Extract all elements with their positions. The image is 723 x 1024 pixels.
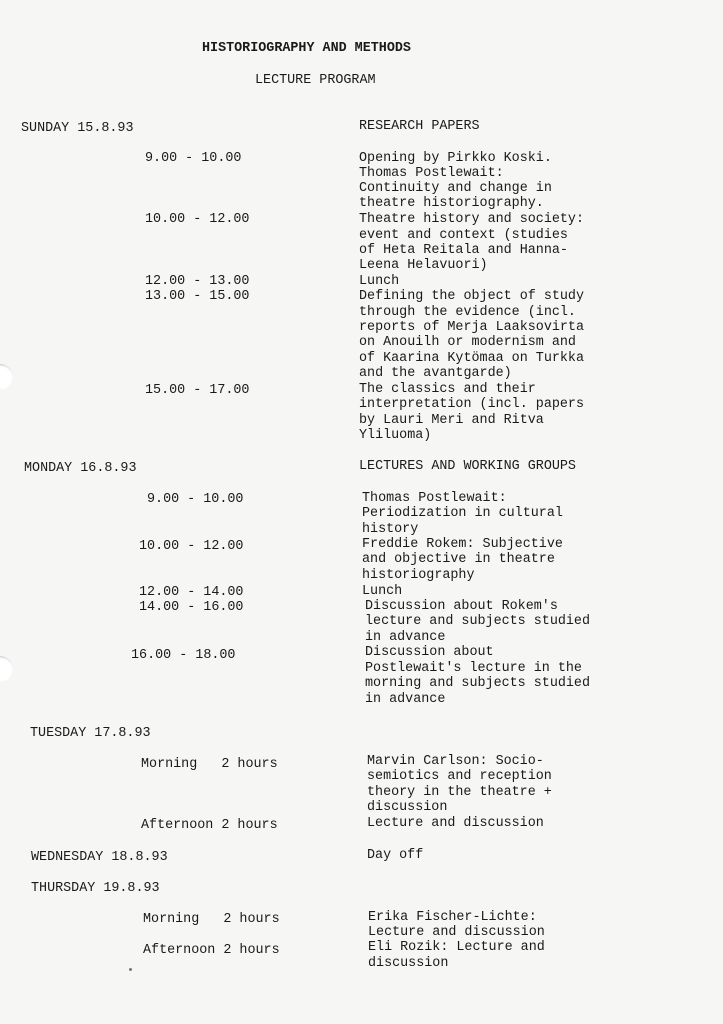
day-heading: MONDAY 16.8.93 — [24, 461, 137, 476]
day-heading: THURSDAY 19.8.93 — [31, 881, 160, 896]
session-line: discussion — [368, 956, 449, 971]
time-slot: Morning 2 hours — [141, 757, 278, 772]
paper-speck — [129, 968, 132, 971]
session-line: lecture and subjects studied — [365, 614, 590, 629]
session-line: Discussion about — [365, 645, 494, 660]
time-slot: 12.00 - 13.00 — [145, 274, 250, 289]
session-line: Discussion about Rokem's — [365, 599, 558, 614]
punch-hole-top — [0, 364, 13, 390]
section-heading: Day off — [367, 848, 424, 863]
time-slot: Morning 2 hours — [143, 912, 280, 927]
time-slot: 14.00 - 16.00 — [139, 600, 244, 615]
punch-hole-bottom — [0, 656, 13, 682]
time-slot: 10.00 - 12.00 — [139, 539, 244, 554]
session-line: Periodization in cultural — [362, 506, 563, 521]
session-line: on Anouilh or modernism and — [359, 335, 576, 350]
session-line: by Lauri Meri and Ritva — [359, 413, 544, 428]
session-line: event and context (studies — [359, 228, 568, 243]
session-line: and objective in theatre — [362, 552, 555, 567]
session-line: historiography — [362, 568, 475, 583]
time-slot: 16.00 - 18.00 — [131, 648, 236, 663]
session-line: through the evidence (incl. — [359, 305, 576, 320]
document-title: HISTORIOGRAPHY AND METHODS — [202, 41, 411, 56]
session-line: and the avantgarde) — [359, 366, 512, 381]
session-line: morning and subjects studied — [365, 676, 590, 691]
session-line: reports of Merja Laaksovirta — [359, 320, 584, 335]
session-line: in advance — [365, 630, 446, 645]
session-line: Leena Helavuori) — [359, 258, 488, 273]
session-line: Marvin Carlson: Socio- — [367, 754, 544, 769]
session-line: in advance — [365, 692, 446, 707]
day-heading: SUNDAY 15.8.93 — [21, 121, 134, 136]
session-line: Opening by Pirkko Koski. — [359, 151, 552, 166]
section-heading: RESEARCH PAPERS — [359, 119, 480, 134]
session-line: Defining the object of study — [359, 289, 584, 304]
session-line: Lunch — [359, 274, 400, 289]
session-line: of Heta Reitala and Hanna- — [359, 243, 568, 258]
session-line: theatre historiography. — [359, 196, 544, 211]
time-slot: 12.00 - 14.00 — [139, 585, 244, 600]
session-line: The classics and their — [359, 382, 536, 397]
time-slot: 9.00 - 10.00 — [145, 151, 242, 166]
session-line: history — [362, 522, 419, 537]
time-slot: 10.00 - 12.00 — [145, 212, 250, 227]
day-heading: TUESDAY 17.8.93 — [30, 726, 151, 741]
session-line: Thomas Postlewait: — [362, 491, 507, 506]
session-line: interpretation (incl. papers — [359, 397, 584, 412]
time-slot: 13.00 - 15.00 — [145, 289, 250, 304]
document-subtitle: LECTURE PROGRAM — [255, 73, 376, 88]
session-line: Yliluoma) — [359, 428, 432, 443]
session-line: Lunch — [362, 584, 403, 599]
session-line: Freddie Rokem: Subjective — [362, 537, 563, 552]
session-line: Theatre history and society: — [359, 212, 584, 227]
session-line: Postlewait's lecture in the — [365, 661, 582, 676]
time-slot: Afternoon 2 hours — [141, 818, 278, 833]
session-line: Eli Rozik: Lecture and — [368, 940, 545, 955]
section-heading: LECTURES AND WORKING GROUPS — [359, 459, 576, 474]
session-line: of Kaarina Kytömaa on Turkka — [359, 351, 584, 366]
time-slot: 15.00 - 17.00 — [145, 383, 250, 398]
session-line: theory in the theatre + — [367, 785, 552, 800]
time-slot: Afternoon 2 hours — [143, 943, 280, 958]
day-heading: WEDNESDAY 18.8.93 — [31, 850, 168, 865]
session-line: semiotics and reception — [367, 769, 552, 784]
time-slot: 9.00 - 10.00 — [147, 492, 244, 507]
session-line: Lecture and discussion — [367, 816, 544, 831]
session-line: Thomas Postlewait: — [359, 166, 504, 181]
session-line: Lecture and discussion — [368, 925, 545, 940]
session-line: Erika Fischer-Lichte: — [368, 910, 537, 925]
session-line: discussion — [367, 800, 448, 815]
session-line: Continuity and change in — [359, 181, 552, 196]
